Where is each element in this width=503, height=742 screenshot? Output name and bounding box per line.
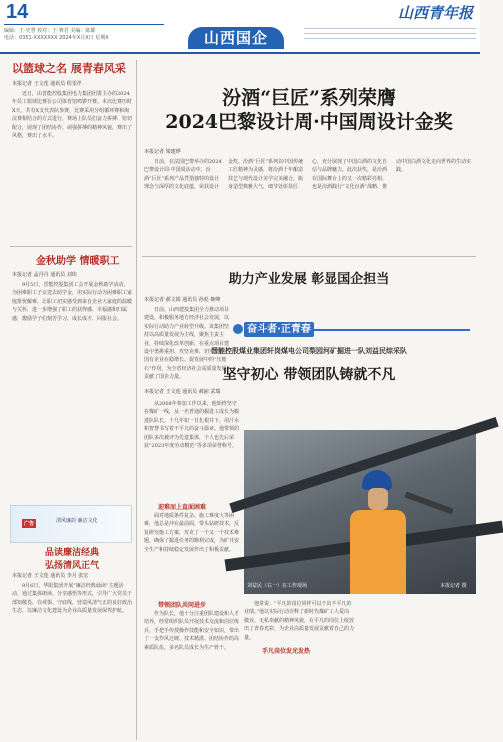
- article-byline-scholarship: 本报记者 孟丹丹 通讯员 刘玮: [12, 272, 77, 278]
- lead-byline: 本报记者 梁建烨: [144, 149, 181, 155]
- lead-headline: [144, 86, 474, 134]
- photo-credit: 本报记者 摄: [440, 583, 467, 589]
- header-decoration: [304, 28, 476, 48]
- feature-body-1: 从2008年参加工作以来，他始终坚守在煤矿一线，从一名普通的掘进工成长为掘进队队长，十几年如一日扎根井下，用汗水和智慧书写着不平凡的奋斗篇章。他带领的团队多次被评为先进集体，个人也先后荣获“2023年度劳动模范”等多项荣誉称号。: [144, 401, 240, 450]
- feature-body-4: 他常说：“平凡的岗位同样可以干出不平凡的业绩。”他以实际行动诠释了新时代煤矿工人爱岗敬业、无私奉献的精神风貌，在平凡的岗位上绽放出了青春光彩，为企业高质量发展贡献着自己的力量。: [244, 601, 355, 641]
- feature-photo: [244, 430, 476, 594]
- feature-kicker: 晋能控股煤业集团轩岗煤电公司梨园河矿掘进一队刘益民综采队: [211, 346, 407, 355]
- issue-info: [4, 28, 214, 42]
- industry-headline: 助力产业发展 彰显国企担当: [228, 272, 390, 287]
- article-body-integrity: 9月6日，华阳集团开展“廉洁经典诵读”主题活动，通过集体朗读、分享感悟等形式，引导广大党员干部知敬畏、存戒惧、守底线，营造风清气正的良好政治生态，以廉洁文化建设为企业高质量发展保驾护航。: [12, 583, 133, 615]
- article-body-scholarship: 9月5日，晋能控股集团工会开展金秋助学活动，为困难职工子女送去助学金，用实际行动为困难职工家庭排忧解难，让职工切实感受到来自企业大家庭的温暖与关怀，进一步增强了职工的获得感、幸福感和归属感，激励学子们刻苦学习、成长成才、回报社会。: [12, 282, 133, 322]
- masthead-logo: 山西青年报: [398, 4, 474, 22]
- feature-subhead-1: 迎难而上直面困难: [158, 504, 207, 511]
- article-byline-integrity: 本报记者 王文莲 通讯员 李月 张宏: [12, 573, 89, 579]
- feature-body-5: [244, 656, 354, 738]
- feature-body-6: [360, 600, 476, 738]
- lead-headline-line-1: 汾酒“巨匠”系列荣膺: [222, 87, 396, 109]
- industry-body: 日前，山西建投集团全力推动项目建设，积极服务地方经济社会发展，以实际行动助力产业转型升级。该集团坚持以高质量发展为主线，聚焦主责主业，持续深化改革创新，在重点项目建设中勇挑重担、攻坚克难，切实发挥了国有企业在稳增长、促发展中的“压舱石”作用，为全省经济社会高质量发展贡献了国企力量。: [144, 307, 230, 381]
- helmet-shape: [362, 470, 392, 490]
- lead-body: 日前，在法国巴黎举办的2024巴黎设计周·中国周活动中，汾酒“巨匠”系列产品凭借独特的设计理念与深厚的文化底蕴，荣获设计金奖。汾酒“巨匠”系列以中国传统工匠精神为灵感，将汾酒千年酿造技艺与现代设计美学完美融合，瓶身造型典雅大气，细节处彰显匠心，充分展现了中国白酒的文化自信与品牌魅力。此次获奖，是汾酒在国际舞台上的又一次精彩亮相，也是汾酒践行“文化汾酒”战略、推动中国白酒文化走向世界的生动实践。: [144, 159, 472, 191]
- article-body-basketball: 近日，由晋能控股集团电力集团团委主办的2024年员工篮球比赛在公司体育馆鸣锣开赛。本次比赛历时X天，共有X支代表队参赛，比赛采用分组循环赛和淘汰赛相结合的方式进行，赛场上队员们奋力拼搏、密切配合，展现了团结协作、顽强拼搏的精神风貌，赛出了风格，赛出了水平。: [12, 91, 133, 140]
- feature-badge: 奋斗者·正青春: [244, 322, 314, 337]
- feature-byline: 本报记者 王文莲 通讯员 郝丽 武瑞: [144, 389, 221, 395]
- article-title-basketball: 以篮球之名 展青春风采: [12, 62, 126, 75]
- section-title: 山西国企: [188, 27, 284, 49]
- feature-body-top: [244, 400, 476, 426]
- feature-body-3: 作为队长，他十分注重团队建设和人才培养，经常组织队员开展技术交流和岗位练兵，手把手传授操作技能和安全知识，带出了一支作风过硬、技术精湛、团结协作的高素质队伍，多名队员成长为生产骨干。: [144, 611, 240, 651]
- issue-line-1: 编辑：王·史慧 校对：王·赛君 美编：陈耀: [4, 28, 96, 34]
- feature-subhead-3: 手凡岗位发光发热: [262, 648, 311, 655]
- article-divider: [10, 246, 132, 247]
- industry-byline: 本报记者 郝文娟 通讯员 孙彪 姬峰: [144, 297, 221, 303]
- page-number: 14: [6, 1, 29, 23]
- article-byline-basketball: 本报记者 王文莲 通讯员 程雯芹: [12, 81, 82, 87]
- feature-body-2: 面对地质条件复杂、施工难度大等困难，他总是冲在最前面，带头钻研技术，反复研究施工方案，攻克了一个又一个技术难题，确保了掘进任务的顺利完成，为矿井安全生产和持续稳定发展作出了积极贡献。: [144, 513, 240, 553]
- article-title-scholarship: 金秋助学 情暖职工: [36, 256, 120, 267]
- feature-headline: 坚守初心 带领团队铸就不凡: [222, 367, 396, 383]
- ad-tag: 广告: [24, 521, 35, 527]
- ad-text: 清风廉韵 廉洁文化: [56, 518, 98, 524]
- issue-line-2: 电话：0351-XXXXXXX 2024年X月X日 星期X: [4, 35, 109, 41]
- lead-headline-line-2: 2024巴黎设计周·中国周设计金奖: [165, 111, 453, 133]
- photo-caption: 刘益民（右一）在工作现场: [247, 583, 308, 589]
- lead-divider: [142, 256, 476, 257]
- header-rule: [4, 24, 164, 25]
- column-divider: [136, 60, 137, 740]
- badge-icon: [233, 324, 243, 334]
- article-title-integrity: 品读廉洁经典 弘扬清风正气: [44, 548, 99, 571]
- badge-rule: [314, 329, 470, 331]
- feature-subhead-2: 带领团队共同进步: [158, 602, 207, 609]
